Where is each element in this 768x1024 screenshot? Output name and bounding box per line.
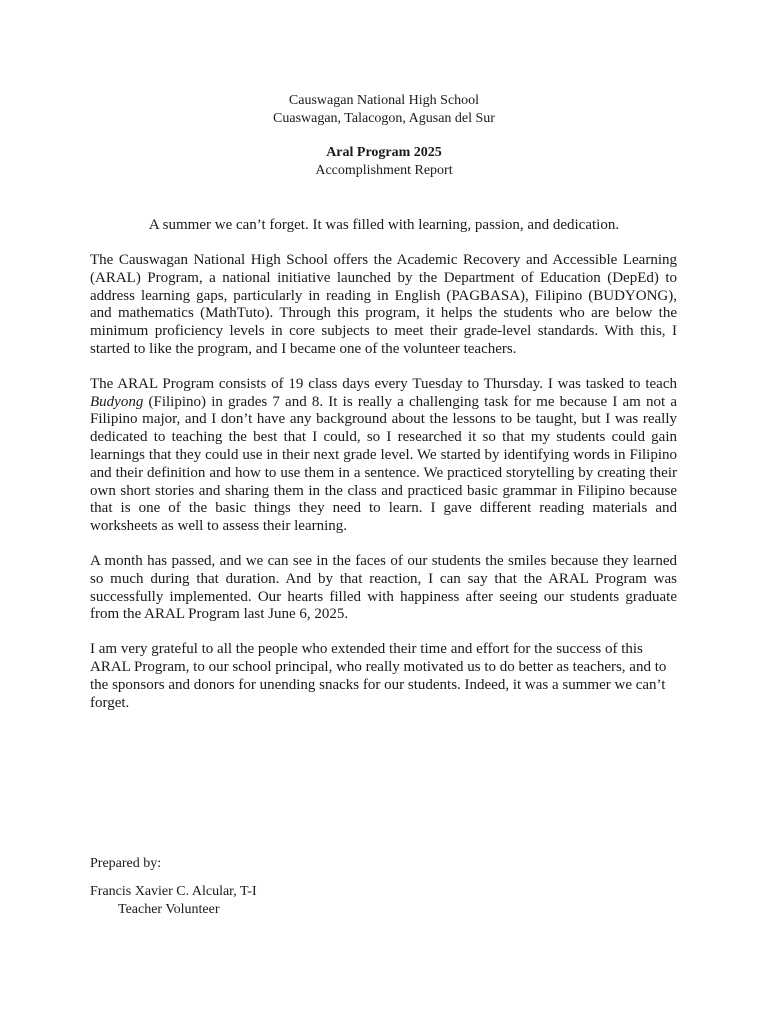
- header-spacer: [0, 128, 768, 144]
- preparer-name: Francis Xavier C. Alcular, T-I: [90, 884, 257, 899]
- paragraph-2-rest: (Filipino) in grades 7 and 8. It is really a challenging task for me because I am not a Filipino major, and I don’t have any background about the lessons to be taught, but I was really dedicated to teaching the best that I could, so I researched it so that my students could gain learnings that they could use in their next grade level. We started by identifying words in Filipino and their definition and how to use them in a sentence. We practiced storytelling by creating their own short stories and sharing them in the class and practiced basic grammar in Filipino because that is one of the basic things they need to learn. I gave different reading materials and worksheets as well to assess their learning.: [90, 393, 677, 535]
- prepared-by-label: Prepared by:: [90, 856, 162, 871]
- document-header: [0, 92, 768, 180]
- report-body: [90, 252, 677, 729]
- school-address: Cuaswagan, Talacogon, Agusan del Sur: [273, 111, 495, 126]
- subject-name-italic: Budyong: [90, 393, 144, 410]
- paragraph-2-start: The ARAL Program consists of 19 class days every Tuesday to Thursday. I was tasked to teach: [90, 375, 677, 392]
- paragraph-gratitude: I am very grateful to all the people who extended their time and effort for the success of this ARAL Program, to our school principal, who really motivated us to do better as teachers, and to the sponsors and donors for unending snacks for our students. Indeed, it was a summer we can’t forget.: [90, 641, 667, 711]
- paragraph-outcome: A month has passed, and we can see in the faces of our students the smiles because they learned so much during that duration. And by that reaction, I can say that the ARAL Program was successfully implemented. Our hearts filled with happiness after seeing our students graduate from the ARAL Program last June 6, 2025.: [90, 552, 677, 623]
- paragraph-program-overview: The Causwagan National High School offers the Academic Recovery and Accessible Learning (ARAL) Program, a national initiative launched by the Department of Education (DepEd) to address learning gaps, particularly in reading in English (PAGBASA), Filipino (BUDYONG), and mathematics (MathTuto). Through this program, it helps the students who are below the minimum proficiency levels in core subjects to meet their grade-level standards. With this, I started to like the program, and I became one of the volunteer teachers.: [90, 252, 677, 357]
- paragraph-teaching-experience: [90, 376, 677, 536]
- intro-statement: A summer we can’t forget. It was filled with learning, passion, and dedication.: [148, 217, 620, 233]
- school-name: Causwagan National High School: [288, 93, 480, 108]
- report-type: Accomplishment Report: [315, 163, 453, 178]
- preparer-role: Teacher Volunteer: [118, 902, 220, 917]
- signature-block: [90, 855, 257, 919]
- program-title: Aral Program 2025: [326, 145, 442, 160]
